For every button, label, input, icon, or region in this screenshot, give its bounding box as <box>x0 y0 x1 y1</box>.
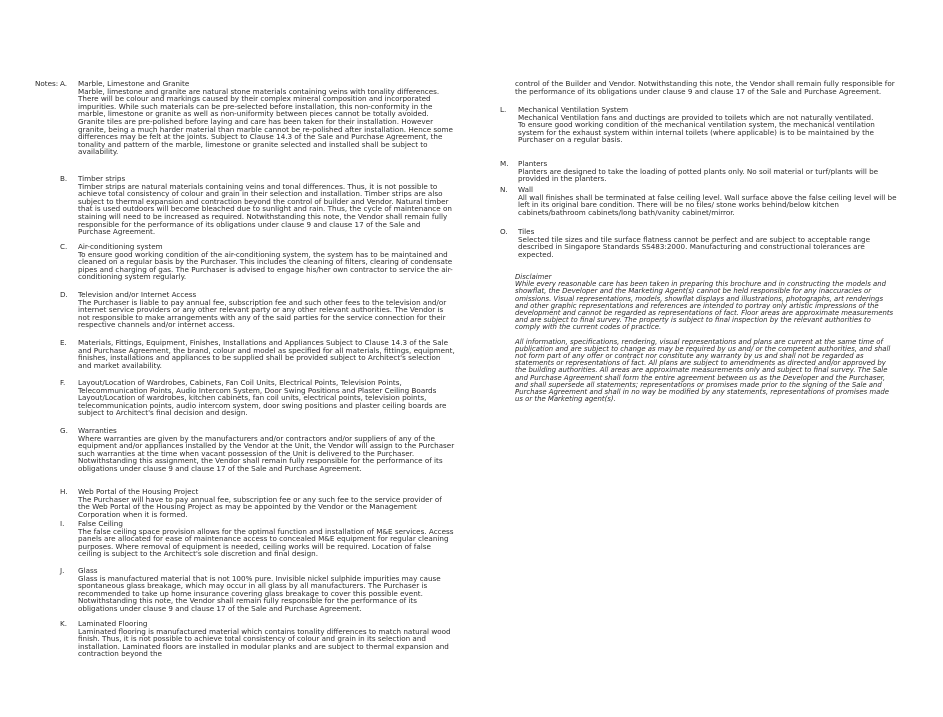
disclaimer <box>500 274 898 403</box>
note-heading: Timber strips <box>78 174 126 183</box>
note-k-continuation: control of the Builder and Vendor. Notwithstanding this note, the Vendor shall remain fully responsible for the performance of its obligations under clause 9 and clause 17 of the Sale and Purchase Agreement. <box>515 79 895 96</box>
note-letter: G. <box>60 426 68 435</box>
note-item-d <box>60 291 455 339</box>
note-text: Timber strips are natural materials containing veins and tonal differences. Thus, it is not possible to achieve total consistency of colour and grain in their selection and installation. Timber strips are also subject to thermal expansion and contraction beyond the control of builder and Vendor. Natural timber that is used outdoors will become bleached due to sunlight and rain. Thus, the cycle of maintenance on staining will need to be increased as required. Notwithstanding this note, the Vendor shall remain fully responsible for the performance of its obligations under clause 9 and clause 17 of the Sale and Purchase Agreement. <box>78 181 452 237</box>
note-item-f <box>60 379 455 427</box>
right-column <box>500 80 898 403</box>
note-text: Notwithstanding this assignment, the Vendor shall remain fully responsible for the performance of its obligations under clause 9 and clause 17 of the Sale and Purchase Agreement. <box>78 456 443 473</box>
disclaimer-text: All information, specifications, rendering, visual representations and plans are current at the same time of publication and are subject to change as may be required by us and/ or the competent authorities, and shall not form part of any offer or contract nor constitute any warranty by us and shall not be regarded as statements or representations of fact. All plans are subject to amendments as directed and/or approved by the building authorities. All areas are approximate measurements only and subject to final survey. The Sale and Purchase Agreement shall form the entire agreement between us as the Developer and the Purchaser, and shall supersede all statements; representations or promises made prior to the signing of the Sale and Purchase Agreement and shall in no way be modified by any statements, representations of promises made us or the Marketing agent(s). <box>515 337 891 404</box>
note-item-h <box>60 488 455 520</box>
note-item-o <box>500 228 898 274</box>
disclaimer-title: Disclaimer <box>515 273 552 281</box>
note-heading: Tiles <box>518 227 535 236</box>
note-letter: N. <box>500 185 508 194</box>
note-letter: M. <box>500 159 509 168</box>
note-letter: E. <box>60 338 67 347</box>
note-letter: L. <box>500 105 507 114</box>
note-item-l <box>500 106 898 160</box>
note-heading: Wall <box>518 185 534 194</box>
note-heading: Air-conditioning system <box>78 242 163 251</box>
note-item-n <box>500 186 898 228</box>
note-letter: K. <box>60 619 67 628</box>
note-letter: C. <box>60 242 68 251</box>
note-heading: Mechanical Ventilation System <box>518 105 629 114</box>
note-text: Glass is manufactured material that is not 100% pure. Invisible nickel sulphide impurities may cause spontaneous glass breakage, which may occur in all glass by all manufacturers. The Purchaser is recommended to take up home insurance covering glass breakage to cover this possible event. Notwithstanding this note, the Vendor shall remain fully responsible for the performance of its obligations under clause 9 and clause 17 of the Sale and Purchase Agreement. <box>78 573 441 613</box>
notes-label: Notes: <box>35 79 59 88</box>
note-letter: D. <box>60 290 68 299</box>
note-text: Planters are designed to take the loading of potted plants only. No soil material or turf/plants will be provided in the planters. <box>518 166 879 184</box>
note-text: The false ceiling space provision allows for the optimal function and installation of M&E services. Access panels are allocated for ease of maintenance access to concealed M&E equipment for regular cleaning purposes. Where removal of equipment is needed, ceiling works will be required. Location of false ceiling is subject to the Architect's sole discretion and final design. <box>78 526 454 559</box>
note-heading: Glass <box>78 566 98 575</box>
note-letter: A. <box>60 79 68 88</box>
note-letter: B. <box>60 174 68 183</box>
note-text: All wall finishes shall be terminated at false ceiling level. Wall surface above the false ceiling level will be left in its original bare condition. There will be no tiles/ stone works behind/below kitchen cabinets/bathroom cabinets/long bath/vanity cabinet/mirror. <box>518 192 897 217</box>
note-text: Laminated flooring is manufactured material which contains tonality differences to match natural wood finish. Thus, it is not possible to achieve total consistency of colour and grain in its selection and installation. Laminated floors are installed in modular planks and are subject to thermal expansion and contraction beyond the <box>78 626 451 659</box>
note-heading: Laminated Flooring <box>78 619 148 628</box>
note-text: To ensure good working condition of the air-conditioning system, the system has to be maintained and cleaned on a regular basis by the Purchaser. This includes the cleaning of filters, clearing of condensate pipes and charging of gas. The Purchaser is advised to engage his/her own contractor to service the air-conditioning system regularly. <box>78 249 453 282</box>
note-text: Where warranties are given by the manufacturers and/or contractors and/or suppliers of any of the equipment and/or appliances installed by the Vendor at the Unit, the Vendor will assign to the Purchaser such warranties at the time when vacant possession of the Unit is delivered to the Purchaser. <box>78 433 455 458</box>
note-letter: O. <box>500 227 508 236</box>
left-column <box>60 80 455 660</box>
note-text: To ensure good working condition of the mechanical ventilation system, the mechanical ventilation system for the exhaust system within internal toilets (where applicable) is to be maintained by the Purchaser on a regular basis. <box>518 120 875 145</box>
note-item-j <box>60 567 455 620</box>
note-text: Mechanical Ventilation fans and ductings are provided to toilets which are not naturally ventilated. <box>518 112 874 122</box>
note-heading: Television and/or Internet Access <box>78 290 197 299</box>
note-text: The Purchaser will have to pay annual fee, subscription fee or any such fee to the service provider of the Web Portal of the Housing Project as may be appointed by the Vendor or the Management Corporation when it is formed. <box>78 494 442 519</box>
disclaimer-text: While every reasonable care has been taken in preparing this brochure and in constructing the models and showflat, the Developer and the Marketing Agent(s) cannot be held responsible for any inaccuracies or omissions. Visual representations, models, showflat displays and illustrations, photographs, art renderings and other graphic representations and references are intended to portray only artistic impressions of the development and cannot be regarded as representations of fact. Floor areas are approximate measurements and are subject to final survey. The property is subject to final inspection by the relevant authorities to comply with the current codes of practice. <box>515 280 894 332</box>
note-item-k <box>60 620 455 660</box>
note-text: Marble, limestone and granite are natural stone materials containing veins with tonality differences. There will be colour and markings caused by their complex mineral composition and incorporated impurities. While such materials can be pre-selected before installation, this non-conformity in the marble, limestone or granite as well as non-uniformity between pieces cannot be totally avoided. Granite tiles are pre-polished before laying and care has been taken for their installation. However granite, being a much harder material than marble cannot be re-polished after installation. Hence some differences may be felt at the joints. Subject to Clause 14.3 of the Sale and Purchase Agreement, the tonality and pattern of the marble, limestone or granite selected and installed shall be subject to availability. <box>78 86 453 157</box>
note-letter: J. <box>60 566 65 575</box>
note-heading: False Ceiling <box>78 519 123 528</box>
note-letter: H. <box>60 487 68 496</box>
note-item-i <box>60 520 455 567</box>
note-heading: Web Portal of the Housing Project <box>78 487 199 496</box>
note-heading: Layout/Location of Wardrobes, Cabinets, Fan Coil Units, Electrical Points, Television Points, Telecommunication Points, Audio Intercom System, Door Swing Positions and Plaster Ceiling Boards Layout/Location of wardrobes, kitchen cabinets, fan coil units, electrical points, television points, telecommunication points, audio intercom system, door swing positions and plaster ceiling boards are subject to Architect's final decision and design. <box>78 378 447 418</box>
note-heading: Planters <box>518 159 548 168</box>
note-item-b <box>60 175 455 243</box>
note-heading: Materials, Fittings, Equipment, Finishes, Installations and Appliances Subject to Clause 14.3 of the Sale and Purchase Agreement, the brand, colour and model as specified for all materials, fittings, equipment, finishes, installations and appliances to be supplied shall be provided subject to Architect's selection and market availability. <box>78 338 455 370</box>
note-heading: Warranties <box>78 426 117 435</box>
note-letter: F. <box>60 378 66 387</box>
note-text: Selected tile sizes and tile surface flatness cannot be perfect and are subject to acceptable range described in Singapore Standards SS483:2000. Manufacturing and constructional tolerances are expected. <box>518 234 871 259</box>
note-letter: I. <box>60 519 65 528</box>
note-text: The Purchaser is liable to pay annual fee, subscription fee and such other fees to the television and/or internet service providers or any other relevant party or any other relevant authorities. The Vendor is not responsible to make arrangements with any of the said parties for the service connection for their respective channels and/or internet access. <box>78 297 447 330</box>
note-item-c <box>60 243 455 291</box>
note-item-m <box>500 160 898 186</box>
note-item-a <box>60 80 455 175</box>
note-heading: Marble, Limestone and Granite <box>78 79 190 88</box>
note-item-g <box>60 427 455 488</box>
note-item-e <box>60 339 455 379</box>
